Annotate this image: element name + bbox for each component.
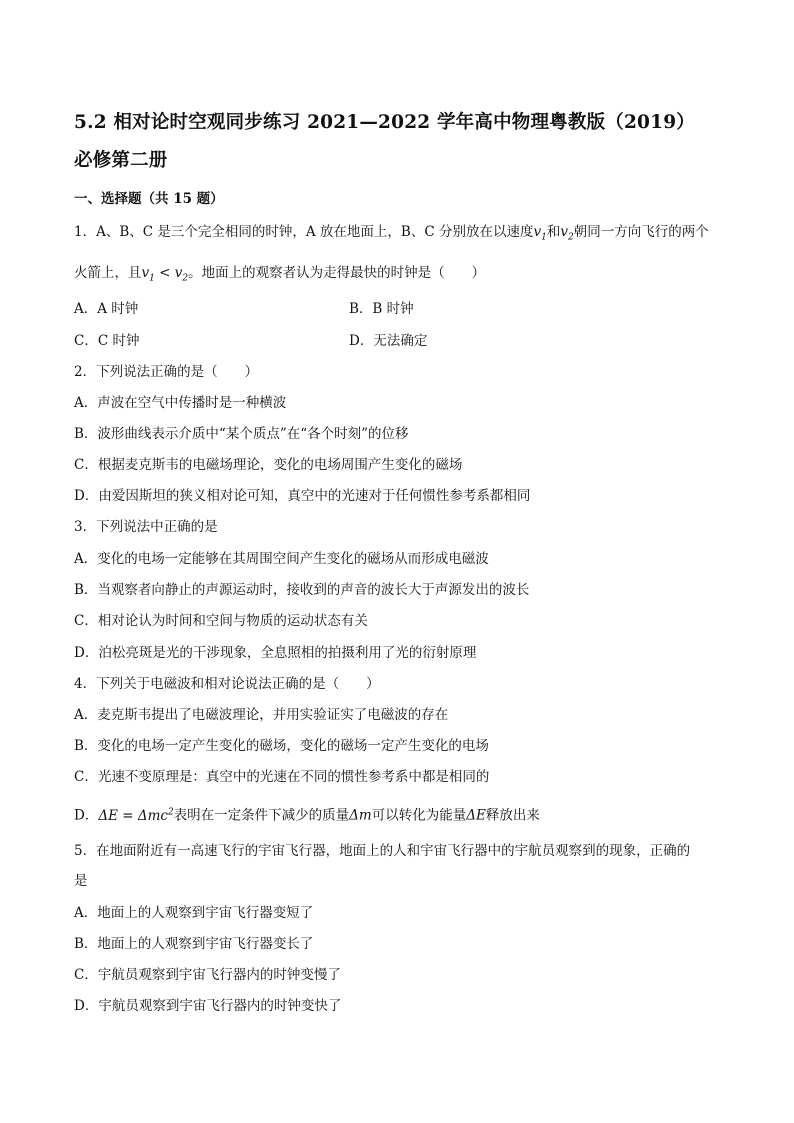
question-1-stem-line-2: [74, 264, 485, 288]
q1-option-c: C．C 时钟: [74, 333, 140, 349]
q4-option-d: [74, 803, 540, 825]
q2-option-c: C．根据麦克斯韦的电磁场理论，变化的电场周围产生变化的磁场: [74, 457, 463, 473]
question-1-stem-line-1: [74, 223, 709, 247]
question-4-stem: 4．下列关于电磁波和相对论说法正确的是（ ）: [74, 676, 380, 692]
q4-option-b: B．变化的电场一定产生变化的磁场，变化的磁场一定产生变化的电场: [74, 738, 489, 754]
q2-option-a: A．声波在空气中传播时是一种横波: [74, 395, 287, 411]
q4-option-c: C．光速不变原理是：真空中的光速在不同的惯性参考系中都是相同的: [74, 769, 490, 785]
q4-d-text-end: 释放出来: [485, 807, 540, 824]
q1-option-d: D．无法确定: [349, 333, 428, 349]
q1-option-b: B．B 时钟: [349, 301, 414, 317]
q1-cmp-v2: $v_2$: [174, 265, 189, 284]
q4-option-a: A．麦克斯韦提出了电磁波理论，并用实验证实了电磁波的存在: [74, 707, 449, 723]
q3-option-a: A．变化的电场一定能够在其周围空间产生变化的磁场从而形成电磁波: [74, 551, 489, 567]
q1-text-c: 火箭上，且: [74, 265, 142, 281]
question-3-stem: 3．下列说法中正确的是: [74, 519, 218, 535]
q2-option-b: B．波形曲线表示介质中“某个质点”在“各个时刻”的位移: [74, 426, 409, 442]
q1-v1: $v_1$: [533, 224, 547, 243]
q1-cmp-v1: $v_1$: [141, 265, 155, 284]
title-line-1: 5.2 相对论时空观同步练习 2021—2022 学年高中物理粤教版（2019）: [74, 112, 695, 133]
q3-option-c: C．相对论认为时间和空间与物质的运动状态有关: [74, 613, 368, 629]
q5-option-b: B．地面上的人观察到宇宙飞行器变长了: [74, 936, 314, 952]
section-heading: 一、选择题（共 15 题）: [74, 191, 224, 207]
q1-text-a: 1．A、B、C 是三个完全相同的时钟，A 放在地面上，B、C 分别放在以速度: [74, 224, 534, 240]
q5-option-a: A．地面上的人观察到宇宙飞行器变短了: [74, 905, 314, 921]
q1-text-d: 。地面上的观察者认为走得最快的时钟是（ ）: [188, 265, 486, 281]
q1-v2: $v_2$: [560, 224, 574, 243]
q5-option-d: D．宇航员观察到宇宙飞行器内的时钟变快了: [74, 998, 342, 1014]
q4-d-formula: ΔE = Δmc$^2$: [98, 807, 174, 824]
q3-option-d: D．泊松亮斑是光的干涉现象，全息照相的拍摄利用了光的衍射原理: [74, 645, 477, 661]
q3-option-b: B．当观察者向静止的声源运动时，接收到的声音的波长大于声源发出的波长: [74, 582, 530, 598]
q4-d-delta-e: ΔE: [466, 807, 486, 824]
q4-d-text-mid: 表明在一定条件下减少的质量: [173, 807, 350, 824]
q5-option-c: C．宇航员观察到宇宙飞行器内的时钟变慢了: [74, 967, 341, 983]
q1-and: 和: [546, 224, 561, 240]
q1-text-b: 朝同一方向飞行的两个: [573, 224, 709, 240]
title-line-2: 必修第二册: [74, 150, 168, 171]
q4-d-prefix: D．: [74, 807, 99, 824]
q4-d-delta-m: Δm: [349, 807, 372, 824]
q4-d-text-mid2: 可以转化为能量: [371, 807, 467, 824]
q1-option-a: A．A 时钟: [74, 301, 139, 317]
question-5-stem-line-1: 5．在地面附近有一高速飞行的宇宙飞行器，地面上的人和宇宙飞行器中的宇航员观察到的现象，正确的: [74, 843, 691, 859]
q1-less-than: <: [154, 265, 175, 281]
q2-option-d: D．由爱因斯坦的狭义相对论可知，真空中的光速对于任何惯性参考系都相同: [74, 488, 531, 504]
question-2-stem: 2．下列说法正确的是（ ）: [74, 364, 259, 380]
question-5-stem-line-2: 是: [74, 873, 88, 889]
page-title: [74, 104, 734, 180]
